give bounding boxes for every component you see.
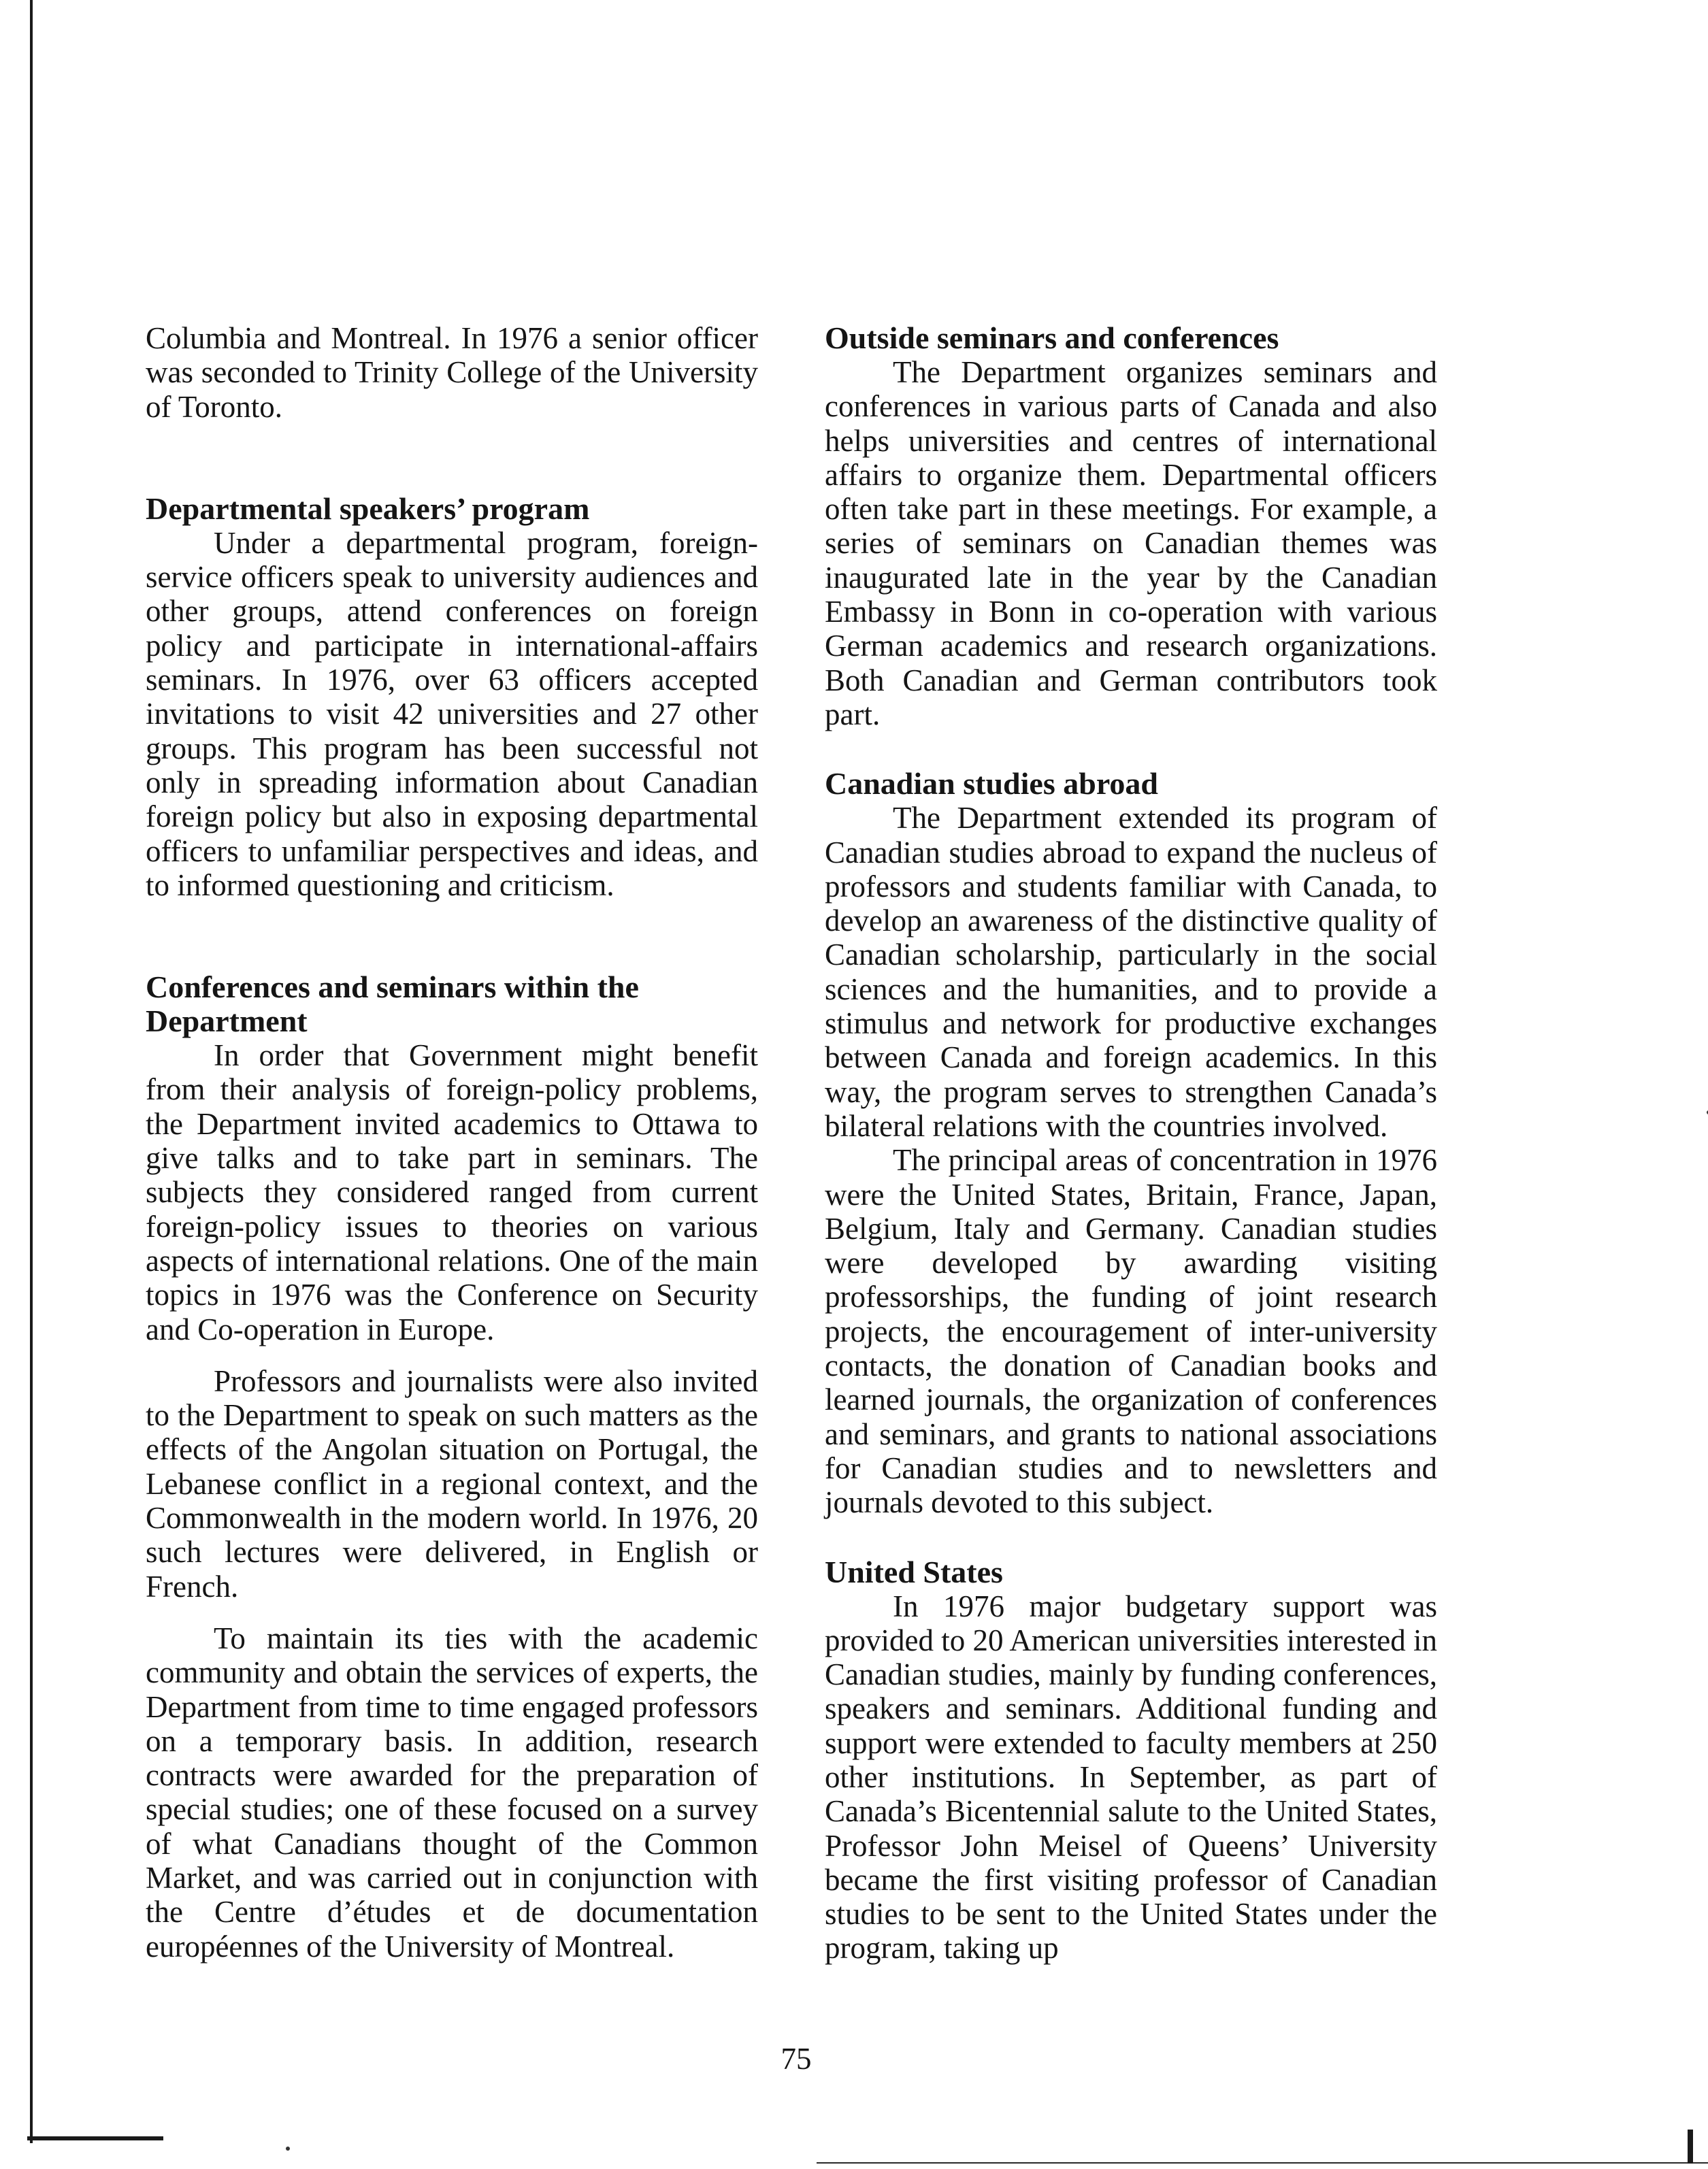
speakers-heading: Departmental speakers’ program [146, 491, 590, 526]
page-bottom-edge [817, 2162, 1708, 2164]
conferences-heading: Conferences and seminars within the Department [146, 970, 639, 1039]
conferences-paragraph-3: To maintain its ties with the academic community and obtain the services of experts, the Department from time to time engaged professors on a temporary basis. In addition, research contracts were awarded for the preparation of special studies; one of these focused on a survey of what Canadians thought of the Common Market, and was carried out in conjunction with the Centre d’études et de documentation européennes of the University of Montreal. [146, 1621, 758, 1964]
studies-abroad-paragraph-1: The Department extended its program of Canadian studies abroad to expand the nucleus of professors and students familiar with Canada, to develop an awareness of the distinctive quality of Canadian scholarship, particularly in the social sciences and the humanities, and to provide a stimulus and network for productive exchanges between Canada and foreign academics. In this way, the program serves to strengthen Canada’s bilateral relations with the countries involved. [825, 801, 1437, 1143]
intro-paragraph: Columbia and Montreal. In 1976 a senior officer was seconded to Trinity College of the University of Toronto. [146, 321, 758, 424]
page-number: 75 [781, 2042, 812, 2076]
scan-speck [286, 2147, 290, 2151]
studies-abroad-heading: Canadian studies abroad [825, 766, 1158, 801]
page-corner-mark-right [1688, 2130, 1693, 2164]
left-column [146, 321, 758, 1964]
conferences-paragraph-2: Professors and journalists were also invited to the Department to speak on such matters as the effects of the Angolan situation on Portugal, the Lebanese conflict in a regional context, and the Commonwealth in the modern world. In 1976, 20 such lectures were delivered, in English or French. [146, 1363, 758, 1604]
united-states-paragraph: In 1976 major budgetary support was provided to 20 American universities interested in Canadian studies, mainly by funding conferences, speakers and seminars. Additional funding and support were extended to faculty members at 250 other institutions. In September, as part of Canada’s Bicentennial salute to the United States, Professor John Meisel of Queens’ University became the first visiting professor of Canadian studies to be sent to the United States under the program, taking up [825, 1589, 1437, 1966]
page-corner-mark [27, 2136, 163, 2140]
right-column [825, 321, 1437, 1966]
united-states-heading: United States [825, 1554, 1003, 1589]
outside-seminars-heading: Outside seminars and conferences [825, 320, 1279, 355]
conferences-paragraph-1: In order that Government might benefit from their analysis of foreign-policy problems, the Department invited academics to Ottawa to give talks and to take part in seminars. The subjects they considered ranged from current foreign-policy issues to theories on various aspects of international relations. One of the main topics in 1976 was the Conference on Security and Co-operation in Europe. [146, 1038, 758, 1346]
studies-abroad-paragraph-2: The principal areas of concentration in 1976 were the United States, Britain, France, Japan, Belgium, Italy and Germany. Canadian studies were developed by awarding visiting professorships, the funding of joint research projects, the encouragement of inter-university contacts, the donation of Canadian books and learned journals, the organization of conferences and seminars, and grants to national associations for Canadian studies and to newsletters and journals devoted to this subject. [825, 1143, 1437, 1520]
speakers-paragraph: Under a departmental program, foreign-service officers speak to university audiences and other groups, attend conferences on foreign policy and participate in international-affairs seminars. In 1976, over 63 officers accepted invitations to visit 42 universities and 27 other groups. This program has been successful not only in spreading information about Canadian foreign policy but also in exposing departmental officers to unfamiliar perspectives and ideas, and to informed questioning and criticism. [146, 525, 758, 902]
page-left-edge [30, 0, 33, 2143]
outside-seminars-paragraph: The Department organizes seminars and conferences in various parts of Canada and also helps universities and centres of international affairs to organize them. Departmental officers often take part in these meetings. For example, a series of seminars on Canadian themes was inaugurated late in the year by the Canadian Embassy in Bonn in co-operation with various German academics and research organizations. Both Canadian and German contributors took part. [825, 355, 1437, 731]
